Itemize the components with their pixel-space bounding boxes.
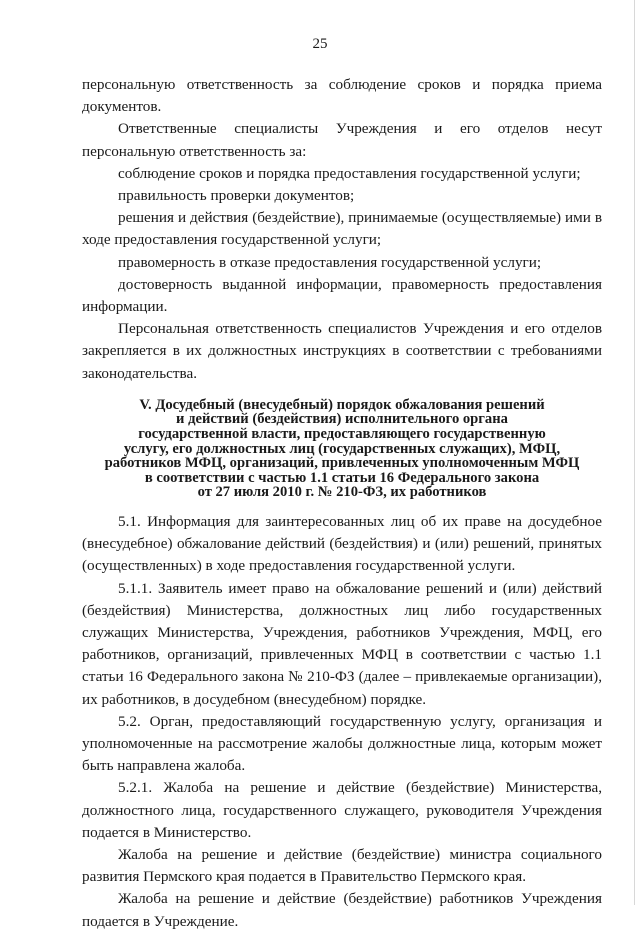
paragraph-specialists-responsibility: Ответственные специалисты Учреждения и его отделов несут персональную ответственность за: bbox=[82, 120, 602, 160]
paragraph-complaint-institution: Жалоба на решение и действие (бездействие) работников Учреждения подается в Учреждение. bbox=[82, 890, 602, 930]
section-heading-line: и действий (бездействия) исполнительного органа bbox=[176, 411, 508, 428]
paragraph-5-1-1: 5.1.1. Заявитель имеет право на обжалование решений и (или) действий (бездействия) Министерства, должностных лиц либо государственных служащих Министерства, Учреждения, работников Учреждения, МФЦ, его работников, организаций, привлеченных МФЦ в соответствии с частью 1.1 статьи 16 Федерального закона № 210-ФЗ (далее – привлекаемые организации), их работников, в досудебном (внесудебном) порядке. bbox=[82, 579, 602, 708]
scan-edge-line bbox=[634, 0, 635, 905]
section-heading-line: V. Досудебный (внесудебный) порядок обжалования решений bbox=[139, 396, 545, 413]
list-item-information-accuracy: достоверность выданной информации, правомерность предоставления информации. bbox=[82, 275, 602, 316]
section-heading-line: от 27 июля 2010 г. № 210-ФЗ, их работников bbox=[197, 484, 487, 501]
list-item-document-check: правильность проверки документов; bbox=[118, 187, 355, 205]
paragraph-5-1: 5.1. Информация для заинтересованных лиц об их праве на досудебное (внесудебное) обжалование действий (бездействия) и (или) решений, принятых (осуществленных) в ходе предоставления государственной услуги. bbox=[82, 513, 602, 575]
list-item-decisions-actions: решения и действия (бездействие), принимаемые (осуществляемые) ими в ходе предоставления государственной услуги; bbox=[82, 209, 602, 249]
paragraph-5-2-1: 5.2.1. Жалоба на решение и действие (бездействие) Министерства, должностного лица, государственного служащего, руководителя Учреждения подается в Министерство. bbox=[82, 779, 602, 841]
document-body bbox=[82, 74, 602, 933]
paragraph-job-instructions: Персональная ответственность специалистов Учреждения и его отделов закрепляется в их должностных инструкциях в соответствии с требованиями законодательства. bbox=[82, 320, 602, 382]
list-item-refusal-legality: правомерность в отказе предоставления государственной услуги; bbox=[118, 253, 542, 271]
section-heading-line: в соответствии с частью 1.1 статьи 16 Федерального закона bbox=[144, 469, 540, 486]
section-heading-line: услугу, его должностных лиц (государственных служащих), МФЦ, bbox=[123, 440, 561, 457]
list-item-deadlines: соблюдение сроков и порядка предоставления государственной услуги; bbox=[118, 164, 581, 182]
paragraph-complaint-minister: Жалоба на решение и действие (бездействие) министра социального развития Пермского края подается в Правительство Пермского края. bbox=[82, 846, 602, 886]
paragraph-5-2: 5.2. Орган, предоставляющий государственную услугу, организация и уполномоченные на рассмотрение жалобы должностные лица, которым может быть направлена жалоба. bbox=[82, 712, 602, 775]
paragraph-responsibility-continued: персональную ответственность за соблюдение сроков и порядка приема документов. bbox=[82, 76, 602, 116]
section-heading-line: работников МФЦ, организаций, привлеченных уполномоченным МФЦ bbox=[104, 455, 580, 472]
section-heading bbox=[82, 398, 602, 500]
page-number: 25 bbox=[312, 36, 328, 52]
section-heading-line: государственной власти, предоставляющего государственную bbox=[138, 426, 546, 443]
